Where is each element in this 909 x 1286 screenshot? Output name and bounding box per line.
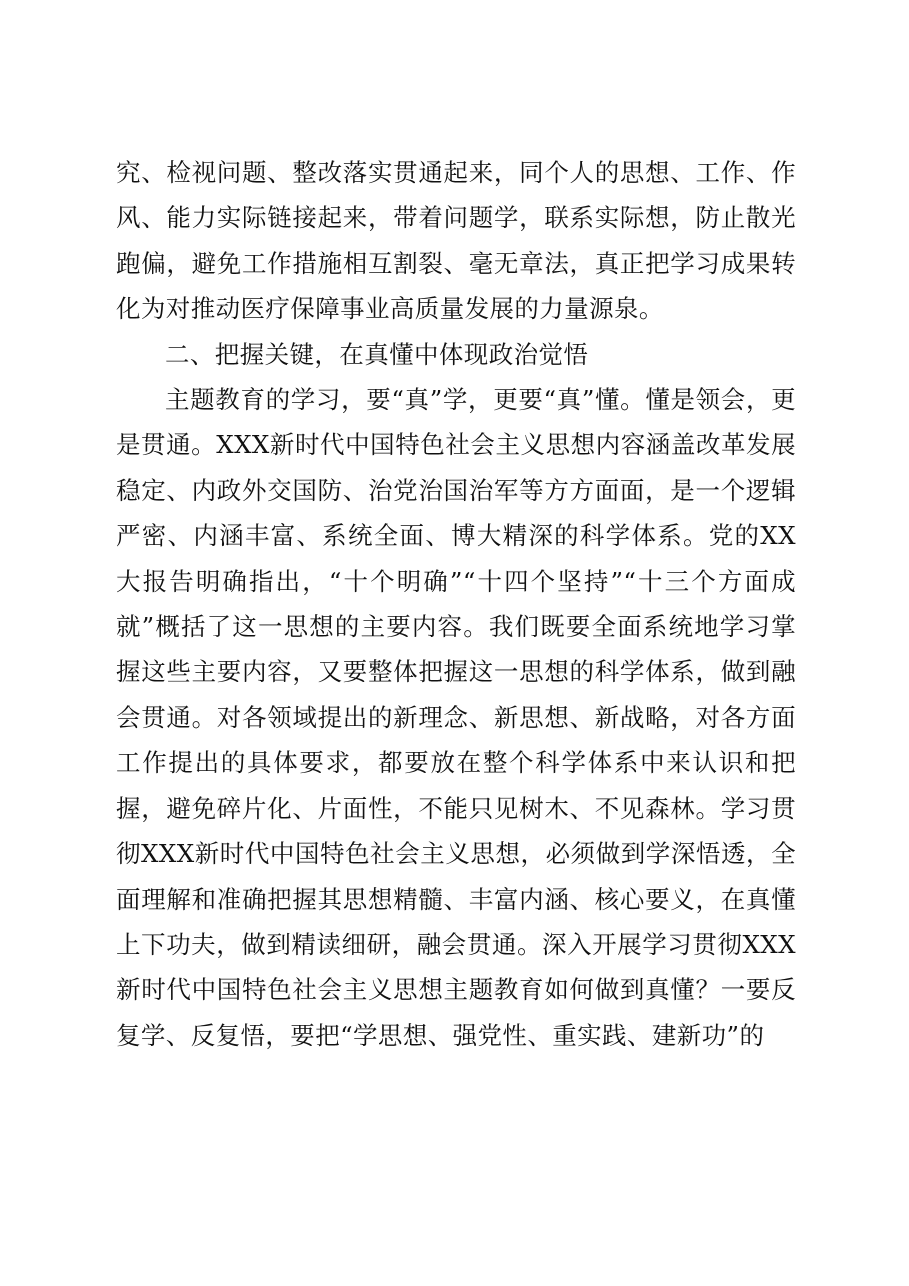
paragraph-body: 主题教育的学习，要“真”学，更要“真”懂。懂是领会，更是贯通。XXX新时代中国特色社会主义思想内容涵盖改革发展稳定、内政外交国防、治党治国治军等方方面面，是一个逻辑严密、内涵丰富、系统全面、博大精深的科学体系。党的XX大报告明确指出，“十个明确”“十四个坚持”“十三个方面成就”概括了这一思想的主要内容。我们既要全面系统地学习掌握这些主要内容，又要整体把握这一思想的科学体系，做到融会贯通。对各领域提出的新理念、新思想、新战略，对各方面工作提出的具体要求，都要放在整个科学体系中来认识和把握，避免碎片化、片面性，不能只见树木、不见森林。学习贯彻XXX新时代中国特色社会主义思想，必须做到学深悟透，全面理解和准确把握其思想精髓、丰富内涵、核心要义，在真懂上下功夫，做到精读细研，融会贯通。深入开展学习贯彻XXX新时代中国特色社会主义思想主题教育如何做到真懂？一要反复学、反复悟，要把“学思想、强党性、重实践、建新功”的 [116, 385, 796, 1050]
paragraph-continuation: 究、检视问题、整改落实贯通起来，同个人的思想、工作、作风、能力实际链接起来，带着问题学，联系实际想，防止散光跑偏，避免工作措施相互割裂、毫无章法，真正把学习成果转化为对推动医疗保障事业高质量发展的力量源泉。 [116, 158, 796, 324]
section-heading: 二、把握关键，在真懂中体现政治觉悟 [165, 339, 589, 369]
document-body [116, 150, 796, 1058]
